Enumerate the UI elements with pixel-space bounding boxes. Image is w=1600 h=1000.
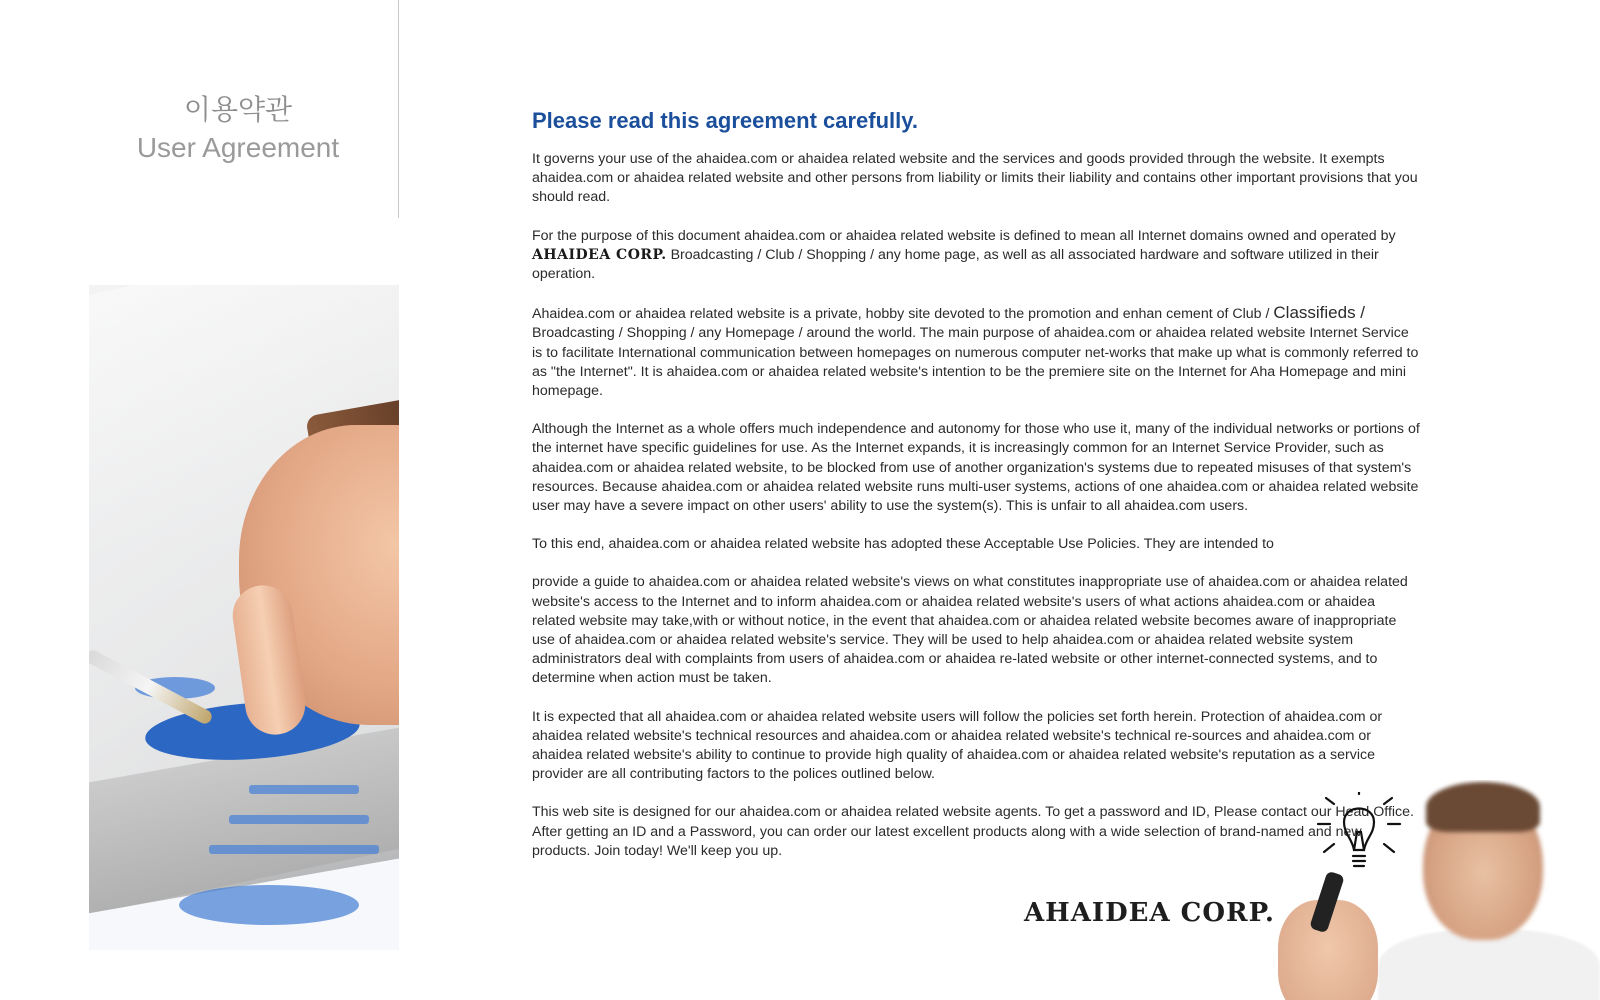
photo-bar-shape	[229, 815, 369, 824]
paragraph-3-text-b: Broadcasting / Shopping / any Homepage / around the world. The main purpose of ahaidea.com or ahaidea related website Internet Service is to facilitate International communication between homepages on numerous computer net-works that make up what is commonly referred to as "the Internet". It is ahaidea.com or ahaidea related website's intention to be the premiere site on the Internet for Aha Homepage and mini homepage.	[532, 325, 1419, 400]
agreement-paragraph-6: provide a guide to ahaidea.com or ahaidea related website's views on what constitutes inappropriate use of ahaidea.com or ahaidea related website's access to the Internet and to inform ahaidea.com or ahaidea related website's users of what actions ahaidea.com or ahaidea related website may take,with or without notice, in the event that ahaidea.com or ahaidea related website becomes aware of inappropriate use of ahaidea.com or ahaidea related website's service. They will be used to help ahaidea.com or ahaidea related website system administrators deal with complaints from users of ahaidea.com or ahaidea re-lated website or other internet-connected systems, and to determine when action must be taken.	[532, 574, 1408, 687]
business-chart-photo	[89, 285, 399, 950]
agreement-content	[532, 108, 1420, 880]
photo-pie-shape	[179, 885, 359, 925]
agreement-heading: Please read this agreement carefully.	[532, 108, 918, 133]
paragraph-2-text-before: For the purpose of this document ahaidea.com or ahaidea related website is defined to mean all Internet domains owned and operated by	[532, 227, 1396, 244]
agreement-paragraph-2	[532, 227, 1420, 285]
agreement-paragraph-5: To this end, ahaidea.com or ahaidea related website has adopted these Acceptable Use Policies. They are intended to	[532, 536, 1274, 553]
paragraph-3-classifieds: Classifieds /	[1273, 303, 1366, 323]
photo-shirt-shape	[1378, 930, 1600, 1000]
left-panel	[0, 0, 400, 1000]
agreement-paragraph-3	[532, 303, 1420, 401]
paragraph-2-text-after: Broadcasting / Club / Shopping / any home page, as well as all associated hardware and software utilized in their operation.	[532, 246, 1379, 283]
inline-brand-name: AHAIDEA CORP.	[532, 246, 667, 263]
photo-bar-shape	[249, 785, 359, 794]
agreement-paragraph-7: It is expected that all ahaidea.com or ahaidea related website users will follow the policies set forth herein. Protection of ahaidea.com or ahaidea related website's technical resources and ahaidea.com or ahaidea related website's technical re-sources and ahaidea.com or ahaidea related website's ability to continue to provide high quality of ahaidea.com or ahaidea related website's reputation as a service provider are all contributing factors to the polices outlined below.	[532, 708, 1383, 783]
footer-brand-logo: AHAIDEA CORP.	[1024, 898, 1275, 928]
vertical-divider	[398, 0, 399, 218]
lightbulb-icon	[1304, 792, 1414, 902]
page-title-korean: 이용약관	[183, 93, 293, 126]
page-title-english: User Agreement	[136, 132, 340, 163]
paragraph-3-text-a: Ahaidea.com or ahaidea related website is a private, hobby site devoted to the promotion and enhan cement of Club /	[532, 306, 1270, 323]
agreement-paragraph-8: This web site is designed for our ahaidea.com or ahaidea related website agents. To get a password and ID, Please contact our Head Office. After getting an ID and a Password, you can order our latest excellent products along with a wide selection of brand-named and new products. Join today! We'll keep you up.	[532, 804, 1414, 859]
agreement-paragraph-1: It governs your use of the ahaidea.com or ahaidea related website and the services and goods provided through the website. It exempts ahaidea.com or ahaidea related website and other persons from liability or limits their liability and contains other important provisions that you should read.	[532, 151, 1418, 206]
agreement-paragraph-4: Although the Internet as a whole offers much independence and autonomy for those who use it, many of the individual networks or portions of the internet have specific guidelines for use. As the Internet expands, it is increasingly common for an Internet Service Provider, such as ahaidea.com or ahaidea related website, to be blocked from use of another organization's systems due to repeated misuses of that system's resources. Because ahaidea.com or ahaidea related website runs multi-user systems, actions of one ahaidea.com or ahaidea related website user may have a severe impact on other users' ability to use the system(s). This is unfair to all ahaidea.com users.	[532, 421, 1420, 515]
photo-bar-shape	[209, 845, 379, 854]
photo-hair-shape	[1426, 782, 1540, 832]
